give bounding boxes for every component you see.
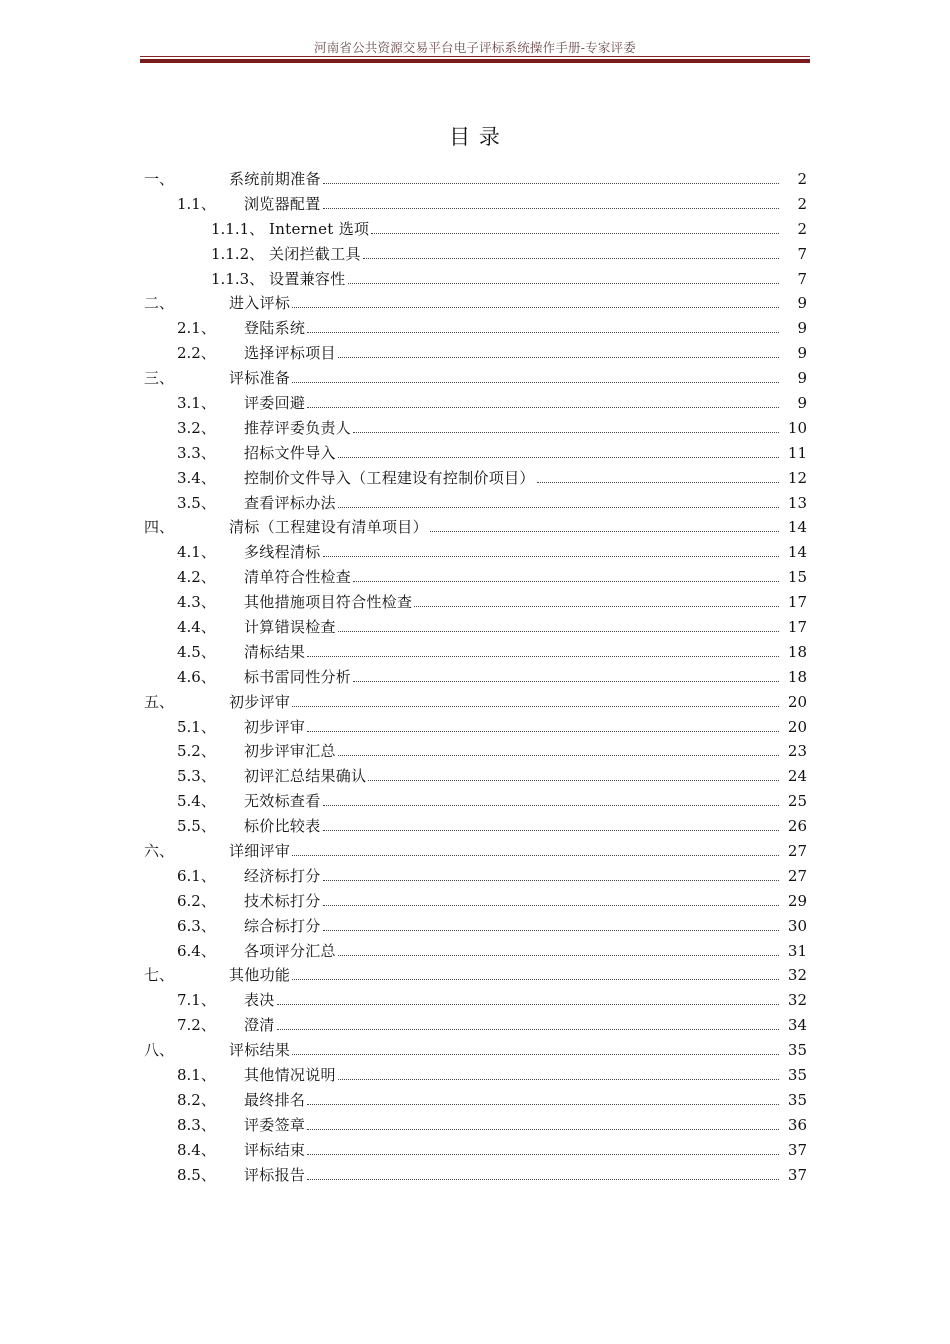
toc-entry-number: 二、	[144, 294, 175, 313]
toc-entry-title[interactable]: 计算错误检查	[244, 617, 336, 636]
toc-dot-leader	[277, 1029, 779, 1030]
toc-entry-number: 8.3、	[177, 1115, 216, 1134]
toc-dot-leader	[368, 780, 779, 781]
toc-entry[interactable]	[144, 1013, 807, 1038]
toc-dot-leader	[307, 332, 779, 333]
toc-entry-number: 六、	[144, 841, 175, 860]
toc-entry-title[interactable]: 浏览器配置	[244, 194, 321, 213]
toc-entry-page: 24	[787, 767, 807, 786]
toc-dot-leader	[307, 656, 779, 657]
table-of-contents	[144, 167, 807, 1188]
toc-entry-number: 5.4、	[177, 792, 216, 811]
toc-entry-page: 17	[787, 617, 807, 636]
toc-entry-page: 37	[787, 1165, 807, 1184]
toc-entry-number: 3.1、	[177, 393, 216, 412]
toc-entry[interactable]	[144, 889, 807, 914]
toc-dot-leader	[430, 531, 779, 532]
toc-dot-leader	[292, 1054, 779, 1055]
toc-entry-number: 3.3、	[177, 443, 216, 462]
toc-dot-leader	[307, 1129, 779, 1130]
toc-entry[interactable]	[144, 515, 807, 540]
toc-entry-title[interactable]: 初步评审汇总	[244, 742, 336, 761]
toc-entry-title[interactable]: 评委签章	[244, 1115, 306, 1134]
toc-entry-number: 一、	[144, 169, 175, 188]
toc-entry-page: 12	[787, 468, 807, 487]
toc-entry-title[interactable]: 推荐评委负责人	[244, 418, 352, 437]
toc-entry-number: 八、	[144, 1041, 175, 1060]
toc-entry-title[interactable]: 评委回避	[244, 393, 306, 412]
toc-entry[interactable]	[144, 291, 807, 316]
toc-entry[interactable]	[144, 391, 807, 416]
toc-entry-title[interactable]: 最终排名	[244, 1090, 306, 1109]
toc-entry-page: 2	[797, 219, 807, 238]
toc-entry-title[interactable]: 评标结束	[244, 1140, 306, 1159]
toc-entry-title[interactable]: 初步评审	[229, 692, 291, 711]
toc-entry-number: 6.1、	[177, 866, 216, 885]
toc-entry-title[interactable]: 其他措施项目符合性检查	[244, 593, 413, 612]
toc-entry-page: 34	[787, 1016, 807, 1035]
toc-dot-leader	[307, 407, 779, 408]
toc-entry-number: 3.5、	[177, 493, 216, 512]
toc-entry-title[interactable]: 登陆系统	[244, 319, 306, 338]
toc-dot-leader	[323, 805, 779, 806]
toc-entry-title[interactable]: 清标结果	[244, 642, 306, 661]
toc-entry[interactable]	[144, 1038, 807, 1063]
toc-entry[interactable]	[144, 217, 807, 242]
toc-entry[interactable]	[144, 1063, 807, 1088]
toc-dot-leader	[353, 432, 779, 433]
toc-entry-title[interactable]: 清单符合性检查	[244, 568, 352, 587]
toc-entry-page: 29	[787, 891, 807, 910]
toc-entry-page: 26	[787, 817, 807, 836]
toc-entry-page: 18	[787, 667, 807, 686]
toc-entry-number: 6.4、	[177, 941, 216, 960]
toc-entry-page: 20	[787, 717, 807, 736]
toc-entry-page: 11	[787, 443, 807, 462]
toc-entry-number: 2.2、	[177, 344, 216, 363]
toc-entry-number: 七、	[144, 966, 175, 985]
toc-entry-page: 18	[787, 642, 807, 661]
toc-entry[interactable]	[144, 615, 807, 640]
toc-entry[interactable]	[144, 267, 807, 292]
toc-entry[interactable]	[144, 1138, 807, 1163]
toc-entry[interactable]	[144, 665, 807, 690]
toc-entry[interactable]	[144, 988, 807, 1013]
toc-entry-title[interactable]: 系统前期准备	[229, 169, 321, 188]
toc-entry[interactable]	[144, 540, 807, 565]
toc-entry-page: 35	[787, 1090, 807, 1109]
toc-dot-leader	[338, 507, 779, 508]
toc-entry-page: 2	[797, 194, 807, 213]
toc-entry-number: 7.2、	[177, 1016, 216, 1035]
toc-dot-leader	[323, 905, 779, 906]
toc-entry-page: 9	[797, 369, 807, 388]
toc-entry-title[interactable]: 表决	[244, 991, 275, 1010]
toc-entry-title[interactable]: 标书雷同性分析	[244, 667, 352, 686]
toc-entry-page: 9	[797, 294, 807, 313]
toc-dot-leader	[307, 1154, 779, 1155]
toc-entry[interactable]	[144, 864, 807, 889]
toc-entry-page: 37	[787, 1140, 807, 1159]
toc-entry[interactable]	[144, 764, 807, 789]
toc-entry-number: 三、	[144, 369, 175, 388]
toc-entry-number: 1.1.2、	[211, 244, 265, 263]
toc-dot-leader	[338, 755, 779, 756]
toc-entry[interactable]	[144, 939, 807, 964]
toc-entry-title[interactable]: 标价比较表	[244, 817, 321, 836]
toc-entry[interactable]	[144, 441, 807, 466]
toc-dot-leader	[323, 830, 779, 831]
toc-dot-leader	[323, 880, 779, 881]
toc-entry-title[interactable]: 各项评分汇总	[244, 941, 336, 960]
toc-dot-leader	[348, 283, 779, 284]
toc-dot-leader	[537, 482, 779, 483]
toc-entry-title[interactable]: 多线程清标	[244, 543, 321, 562]
toc-entry[interactable]	[144, 839, 807, 864]
toc-entry[interactable]	[144, 814, 807, 839]
toc-entry[interactable]	[144, 690, 807, 715]
toc-entry-page: 9	[797, 319, 807, 338]
toc-dot-leader	[338, 1079, 779, 1080]
toc-entry[interactable]	[144, 1088, 807, 1113]
header-rule-thick	[140, 59, 810, 63]
toc-entry[interactable]	[144, 416, 807, 441]
running-header: 河南省公共资源交易平台电子评标系统操作手册-专家评委	[314, 40, 636, 55]
toc-entry-title[interactable]: 评标准备	[229, 369, 291, 388]
toc-entry-title[interactable]: 设置兼容性	[269, 269, 346, 288]
toc-entry-page: 23	[787, 742, 807, 761]
toc-entry[interactable]	[144, 316, 807, 341]
toc-entry-number: 5.2、	[177, 742, 216, 761]
toc-entry-page: 30	[787, 916, 807, 935]
toc-entry-page: 13	[787, 493, 807, 512]
toc-entry-title[interactable]: 清标（工程建设有清单项目）	[229, 518, 428, 537]
toc-entry[interactable]	[144, 715, 807, 740]
toc-entry-title[interactable]: 关闭拦截工具	[269, 244, 361, 263]
toc-entry-number: 4.6、	[177, 667, 216, 686]
toc-entry[interactable]	[144, 1163, 807, 1188]
toc-entry-number: 8.2、	[177, 1090, 216, 1109]
toc-entry-number: 6.3、	[177, 916, 216, 935]
toc-entry[interactable]	[144, 914, 807, 939]
toc-entry-title[interactable]: 其他功能	[229, 966, 291, 985]
toc-entry-page: 17	[787, 593, 807, 612]
toc-dot-leader	[307, 1104, 779, 1105]
toc-dot-leader	[277, 1004, 779, 1005]
toc-entry-page: 10	[787, 418, 807, 437]
toc-entry-number: 2.1、	[177, 319, 216, 338]
toc-dot-leader	[307, 731, 779, 732]
toc-entry-title[interactable]: 查看评标办法	[244, 493, 336, 512]
toc-entry[interactable]	[144, 565, 807, 590]
toc-entry[interactable]	[144, 789, 807, 814]
toc-entry-page: 27	[787, 866, 807, 885]
toc-entry-title[interactable]: 评标报告	[244, 1165, 306, 1184]
toc-entry-page: 31	[787, 941, 807, 960]
toc-entry[interactable]	[144, 964, 807, 989]
toc-entry-page: 14	[787, 518, 807, 537]
toc-entry-title[interactable]: 详细评审	[229, 841, 291, 860]
toc-entry[interactable]	[144, 242, 807, 267]
toc-entry-number: 3.2、	[177, 418, 216, 437]
toc-entry[interactable]	[144, 491, 807, 516]
toc-dot-leader	[292, 855, 779, 856]
toc-dot-leader	[323, 183, 779, 184]
toc-entry-page: 15	[787, 568, 807, 587]
toc-entry[interactable]	[144, 739, 807, 764]
toc-dot-leader	[353, 581, 779, 582]
toc-entry-title[interactable]: 经济标打分	[244, 866, 321, 885]
toc-dot-leader	[414, 606, 779, 607]
toc-dot-leader	[338, 955, 779, 956]
toc-entry[interactable]	[144, 167, 807, 192]
toc-entry-number: 3.4、	[177, 468, 216, 487]
toc-entry-number: 7.1、	[177, 991, 216, 1010]
toc-entry-page: 35	[787, 1066, 807, 1084]
toc-dot-leader	[323, 556, 779, 557]
toc-entry-page: 14	[787, 543, 807, 562]
toc-entry-title[interactable]: 综合标打分	[244, 916, 321, 935]
toc-entry[interactable]	[144, 192, 807, 217]
toc-entry-number: 8.1、	[177, 1066, 216, 1084]
toc-dot-leader	[323, 208, 779, 209]
toc-dot-leader	[292, 307, 779, 308]
toc-entry-page: 27	[787, 841, 807, 860]
toc-entry-number: 4.2、	[177, 568, 216, 587]
toc-entry-title[interactable]: 评标结果	[229, 1041, 291, 1060]
toc-entry[interactable]	[144, 590, 807, 615]
toc-entry-title[interactable]: Internet 选项	[269, 219, 370, 238]
toc-dot-leader	[307, 1179, 779, 1180]
toc-entry[interactable]	[144, 1113, 807, 1138]
toc-entry-title[interactable]: 澄清	[244, 1016, 275, 1035]
toc-entry-page: 9	[797, 344, 807, 363]
header-rule-thin	[140, 56, 810, 57]
toc-dot-leader	[292, 382, 779, 383]
toc-entry-title[interactable]: 招标文件导入	[244, 443, 336, 462]
toc-entry-number: 四、	[144, 518, 175, 537]
toc-entry-page: 2	[797, 169, 807, 188]
toc-dot-leader	[338, 631, 779, 632]
toc-entry-number: 4.4、	[177, 617, 216, 636]
toc-entry-number: 8.4、	[177, 1140, 216, 1159]
toc-entry-number: 五、	[144, 692, 175, 711]
toc-entry[interactable]	[144, 366, 807, 391]
toc-dot-leader	[338, 357, 779, 358]
toc-entry[interactable]	[144, 640, 807, 665]
toc-entry-page: 35	[787, 1041, 807, 1060]
toc-dot-leader	[338, 457, 779, 458]
toc-entry-number: 4.5、	[177, 642, 216, 661]
toc-entry-number: 8.5、	[177, 1165, 216, 1184]
toc-title: 目 录	[449, 125, 501, 149]
toc-dot-leader	[353, 681, 779, 682]
toc-entry-page: 32	[787, 991, 807, 1010]
toc-entry-number: 4.1、	[177, 543, 216, 562]
toc-entry-page: 20	[787, 692, 807, 711]
toc-dot-leader	[292, 979, 779, 980]
toc-entry-number: 1.1、	[177, 194, 216, 213]
toc-entry-page: 7	[797, 269, 807, 288]
toc-dot-leader	[371, 233, 779, 234]
toc-dot-leader	[363, 258, 779, 259]
toc-entry-number: 5.3、	[177, 767, 216, 786]
toc-dot-leader	[292, 706, 779, 707]
toc-entry-title[interactable]: 其他情况说明	[244, 1066, 336, 1084]
toc-entry-page: 25	[787, 792, 807, 811]
toc-entry-page: 7	[797, 244, 807, 263]
toc-entry-number: 6.2、	[177, 891, 216, 910]
toc-entry-title[interactable]: 选择评标项目	[244, 344, 336, 363]
toc-entry[interactable]	[144, 341, 807, 366]
toc-entry-page: 32	[787, 966, 807, 985]
toc-entry[interactable]	[144, 466, 807, 491]
toc-entry-title[interactable]: 无效标查看	[244, 792, 321, 811]
toc-entry-title[interactable]: 初步评审	[244, 717, 306, 736]
toc-entry-title[interactable]: 控制价文件导入（工程建设有控制价项目）	[244, 468, 535, 487]
toc-entry-page: 36	[787, 1115, 807, 1134]
toc-entry-title[interactable]: 进入评标	[229, 294, 291, 313]
toc-entry-number: 5.5、	[177, 817, 216, 836]
toc-entry-number: 1.1.3、	[211, 269, 265, 288]
toc-entry-title[interactable]: 初评汇总结果确认	[244, 767, 367, 786]
toc-entry-number: 5.1、	[177, 717, 216, 736]
toc-entry-page: 9	[797, 393, 807, 412]
toc-dot-leader	[323, 930, 779, 931]
toc-entry-number: 1.1.1、	[211, 219, 265, 238]
toc-entry-number: 4.3、	[177, 593, 216, 612]
toc-entry-title[interactable]: 技术标打分	[244, 891, 321, 910]
